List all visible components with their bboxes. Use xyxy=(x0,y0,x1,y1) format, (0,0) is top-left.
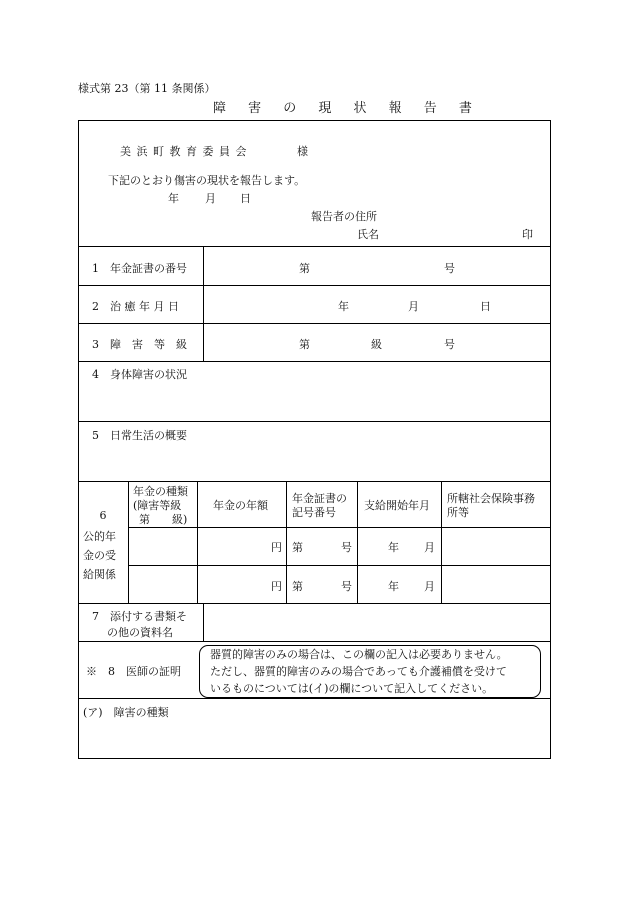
pension-number-prefix[interactable]: 第 xyxy=(299,262,310,275)
disability-grade-label: 3 障 害 等 級 xyxy=(92,338,187,351)
public-pension-number: 6 xyxy=(99,509,107,522)
header-office-line2: 所等 xyxy=(447,506,469,519)
doctor-cert-label: ※ 8 医師の証明 xyxy=(86,665,181,678)
cure-date-month[interactable]: 月 xyxy=(408,300,419,313)
row-divider xyxy=(78,641,551,642)
form-number: 様式第 23（第 11 条関係） xyxy=(78,82,216,95)
label-column-divider xyxy=(203,246,204,362)
entry-go[interactable]: 号 xyxy=(341,580,352,593)
date-day[interactable]: 日 xyxy=(240,192,251,205)
doctor-note-line3: いるものについては(イ)の欄について記入してください。 xyxy=(210,682,494,695)
cure-date-day[interactable]: 日 xyxy=(480,300,491,313)
pension-col-divider xyxy=(197,481,198,604)
attachments-label-2: の他の資料名 xyxy=(107,626,173,639)
page-title: 障 害 の 現 状 報 告 書 xyxy=(213,101,481,116)
doctor-note-line2: ただし、器質的障害のみの場合であっても介護補償を受けて xyxy=(210,665,507,678)
pension-col-divider xyxy=(128,481,129,604)
row-divider xyxy=(128,565,551,566)
pension-col-divider xyxy=(441,481,442,604)
header-cert-line1: 年金証書の xyxy=(292,492,347,505)
daily-life-label: 5 日常生活の概要 xyxy=(92,429,187,442)
physical-condition-label: 4 身体障害の状況 xyxy=(92,368,187,381)
pension-number-label: 1 年金証書の番号 xyxy=(92,262,187,275)
cure-date-year[interactable]: 年 xyxy=(338,300,349,313)
entry-yen[interactable]: 円 xyxy=(271,541,282,554)
pension-col-divider xyxy=(357,481,358,604)
header-kind-line2: (障害等級 xyxy=(133,499,182,512)
header-kind-line1: 年金の種類 xyxy=(133,485,188,498)
row-divider xyxy=(78,481,551,482)
public-pension-label-2: 金の受 xyxy=(83,549,116,562)
row-divider xyxy=(78,361,551,362)
date-month[interactable]: 月 xyxy=(205,192,216,205)
doctor-note-line1: 器質的障害のみの場合は、この欄の記入は必要ありません。 xyxy=(210,648,508,661)
entry-year[interactable]: 年 xyxy=(388,541,399,554)
disability-grade-suffix[interactable]: 号 xyxy=(444,338,455,351)
header-kind-line3: 第 級) xyxy=(139,513,188,526)
entry-month[interactable]: 月 xyxy=(424,541,435,554)
row-divider xyxy=(78,285,551,286)
entry-yen[interactable]: 円 xyxy=(271,580,282,593)
outer-right-border xyxy=(550,120,551,759)
entry-go[interactable]: 号 xyxy=(341,541,352,554)
intro-text: 下記のとおり傷害の現状を報告します。 xyxy=(108,174,306,187)
disability-grade-prefix[interactable]: 第 xyxy=(299,338,310,351)
entry-dai[interactable]: 第 xyxy=(292,580,303,593)
entry-year[interactable]: 年 xyxy=(388,580,399,593)
row-divider xyxy=(78,421,551,422)
outer-top-border xyxy=(78,120,551,121)
disability-grade-grade[interactable]: 級 xyxy=(371,338,382,351)
attachments-label-1: 7 添付する書類そ xyxy=(92,610,187,623)
public-pension-label-1: 公的年 xyxy=(83,530,116,543)
row-divider xyxy=(128,527,551,528)
row-divider xyxy=(78,323,551,324)
addressee: 美 浜 町 教 育 委 員 会 xyxy=(120,145,248,158)
outer-bottom-border xyxy=(78,758,551,759)
header-annual: 年金の年額 xyxy=(213,499,268,512)
name-label: 氏名 xyxy=(357,228,379,241)
entry-month[interactable]: 月 xyxy=(424,580,435,593)
disability-type-label: (ア) 障害の種類 xyxy=(83,706,169,719)
reporter-address-label: 報告者の住所 xyxy=(311,210,377,223)
row-divider xyxy=(78,603,551,604)
cure-date-label: 2 治 癒 年 月 日 xyxy=(92,300,179,313)
row-divider xyxy=(78,246,551,247)
outer-left-border xyxy=(78,120,79,759)
pension-number-suffix[interactable]: 号 xyxy=(444,262,455,275)
header-cert-line2: 記号番号 xyxy=(292,506,336,519)
header-office-line1: 所轄社会保険事務 xyxy=(447,492,535,505)
pension-col-divider xyxy=(286,481,287,604)
seal-mark: 印 xyxy=(522,228,533,241)
entry-dai[interactable]: 第 xyxy=(292,541,303,554)
attachments-divider xyxy=(203,603,204,642)
date-year[interactable]: 年 xyxy=(168,192,179,205)
header-start: 支給開始年月 xyxy=(364,499,430,512)
honorific: 様 xyxy=(297,145,308,158)
row-divider xyxy=(78,698,551,699)
public-pension-label-3: 給関係 xyxy=(83,568,116,581)
